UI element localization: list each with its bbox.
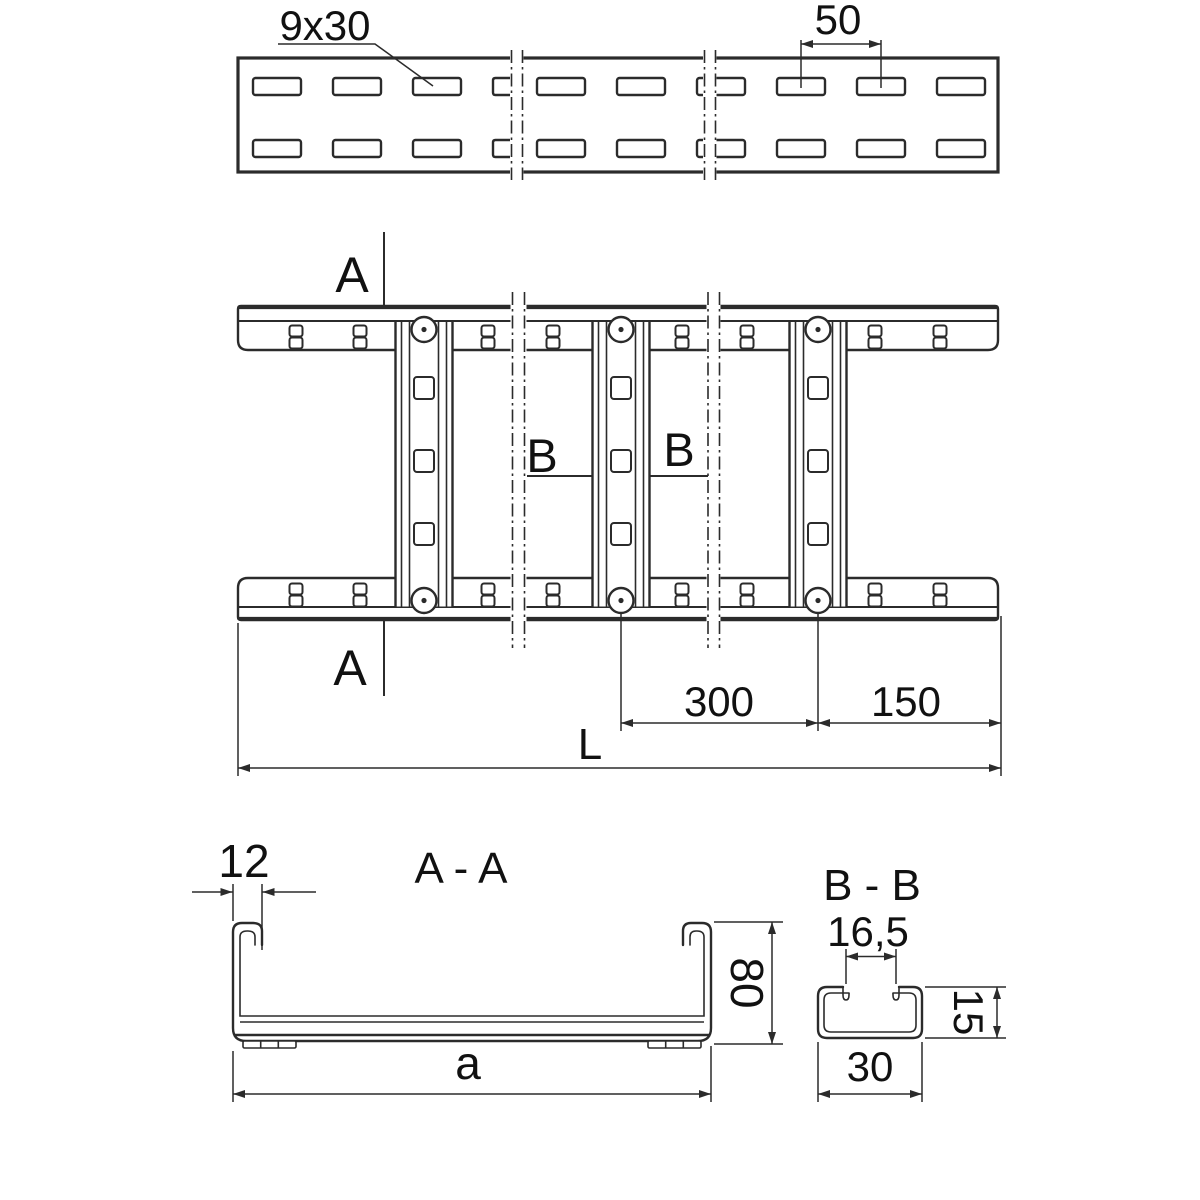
rail-hole (547, 584, 560, 595)
rail-hole (676, 326, 689, 337)
rail-strip-slots (253, 78, 985, 157)
dim-rung-spacing-label: 300 (683, 678, 755, 725)
rail-hole (869, 338, 882, 349)
rail-hole (290, 338, 303, 349)
dim-opening-width-label: 16,5 (827, 908, 909, 955)
dim-slot-pitch (801, 0, 881, 88)
rail-hole (482, 596, 495, 607)
section-b-label-left: B (526, 429, 558, 482)
aa-foot-right (648, 1041, 701, 1048)
rail-hole (676, 338, 689, 349)
rail-hole (934, 596, 947, 607)
rail-slot (333, 140, 381, 157)
rivet-center (421, 598, 426, 603)
rung-body (593, 323, 650, 607)
rail-hole (934, 326, 947, 337)
section-bb-title: B - B (823, 861, 921, 910)
rivet-center (421, 327, 426, 332)
dim-profile-width-label: 30 (846, 1043, 894, 1090)
rivet-center (618, 327, 623, 332)
rail-hole (547, 596, 560, 607)
rung (790, 317, 847, 613)
dim-total-length-label: L (577, 720, 603, 769)
aa-profile-inner (240, 931, 704, 1016)
rail-hole (741, 326, 754, 337)
rail-slot (253, 78, 301, 95)
rail-hole (354, 596, 367, 607)
rivet-center (618, 598, 623, 603)
rungs (396, 317, 847, 613)
rung-body (790, 323, 847, 607)
rail-slot (253, 140, 301, 157)
rail-hole (869, 596, 882, 607)
dim-inner-width-label: a (455, 1037, 481, 1089)
rail-hole (482, 326, 495, 337)
rail-slot (617, 78, 665, 95)
rail-slot (333, 78, 381, 95)
rail-hole (547, 338, 560, 349)
rail-hole (354, 338, 367, 349)
rail-slot (937, 140, 985, 157)
rail-hole (354, 326, 367, 337)
dim-opening-width (827, 908, 909, 984)
rail-hole (934, 338, 947, 349)
dim-slot-pitch-label: 50 (814, 0, 862, 43)
slot-size-label: 9x30 (279, 2, 371, 49)
rail-hole (290, 326, 303, 337)
rail-hole (676, 596, 689, 607)
rail-slot-partial (493, 78, 511, 95)
section-aa-title: A - A (414, 844, 508, 893)
section-b-label-right: B (663, 423, 695, 476)
dim-side-height (714, 922, 783, 1044)
rail-hole (869, 584, 882, 595)
aa-foot-left (243, 1041, 296, 1048)
rail-slot (537, 78, 585, 95)
section-a-marks (333, 232, 384, 696)
side-rail-top-view (238, 0, 998, 180)
rivet-center (815, 598, 820, 603)
dim-end-distance-label: 150 (870, 678, 942, 725)
rail-hole (354, 584, 367, 595)
slot-size-callout (278, 2, 433, 86)
section-bb-view (818, 861, 1006, 1102)
rail-slot (857, 140, 905, 157)
ladder-plan-view (238, 232, 1001, 776)
rail-hole (482, 338, 495, 349)
dim-profile-width (818, 1042, 922, 1102)
bb-profile-inner (824, 993, 916, 1032)
rail-slot (617, 140, 665, 157)
rail-hole (934, 584, 947, 595)
rail-hole (290, 596, 303, 607)
rail-hole (290, 584, 303, 595)
section-a-label-top: A (335, 247, 369, 303)
rung-body (396, 323, 453, 607)
section-a-label-bottom: A (333, 640, 367, 696)
bb-profile-outer (818, 987, 922, 1038)
dim-profile-height (925, 987, 1006, 1038)
aa-profile-outer (233, 923, 711, 1041)
rung (396, 317, 453, 613)
rail-slot (413, 78, 461, 95)
rail-slot (777, 140, 825, 157)
dim-profile-height-label: 15 (945, 988, 992, 1036)
dim-side-height-label: 80 (721, 957, 773, 1009)
rung (593, 317, 650, 613)
rail-hole (869, 326, 882, 337)
rail-hole (741, 584, 754, 595)
dim-flange-width-label: 12 (218, 835, 270, 887)
rail-slot (937, 78, 985, 95)
rail-hole (482, 584, 495, 595)
section-aa-view (192, 835, 783, 1102)
rail-strip-break-lines (510, 50, 717, 180)
rail-hole (741, 338, 754, 349)
rail-hole (547, 326, 560, 337)
rail-slot (413, 140, 461, 157)
rail-slot-partial (493, 140, 511, 157)
rail-hole (741, 596, 754, 607)
rail-hole (676, 584, 689, 595)
rail-slot (537, 140, 585, 157)
rivet-center (815, 327, 820, 332)
dim-inner-width (233, 1037, 711, 1102)
